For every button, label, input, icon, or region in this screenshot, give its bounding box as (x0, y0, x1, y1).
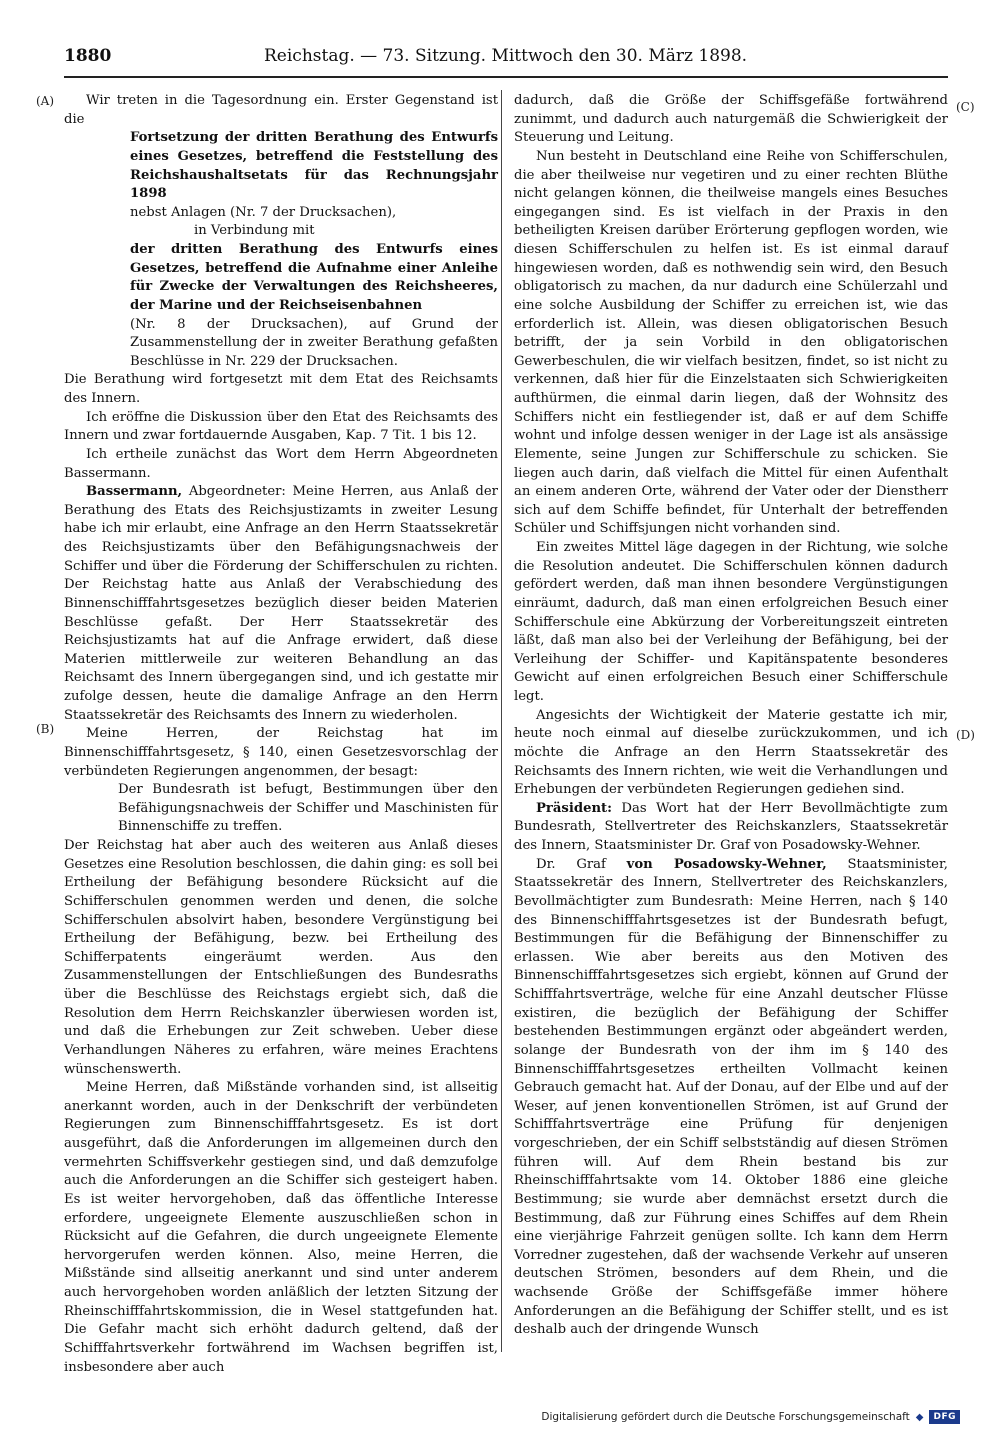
page-header (64, 46, 948, 78)
speech-paragraph (64, 483, 498, 725)
paragraph: Meine Herren, daß Mißstände vorhanden sind, ist allseitig anerkannt worden, auch in der Denkschrift der verbündeten Regierungen zum Binnenschifffahrtsgesetz. Es ist dort ausgeführt, daß die Anforderungen im allgemeinen durch den vermehrten Schiffsverkehr gestiegen sind, und daß demzufolge auch die Anforderungen an die Schiffer sich gesteigert haben. Es ist weiter hervorgehoben, daß das öffentliche Interesse erfordere, ungeeignete Elemente auszuschließen schon in Rücksicht auf die Gefahren, die durch ungeeignete Elemente hervorgerufen werden können. Also, meine Herren, die Mißstände sind allseitig anerkannt und sind unter anderem auch hervorgehoben worden anläßlich der letzten Sitzung der Rheinschifffahrtskommission, die in Wesel stattgefunden hat. Die Gefahr macht sich erhöht dadurch geltend, daß der Schifffahrtsverkehr fortwährend im Wachsen begriffen ist, insbesondere aber auch (64, 1080, 498, 1375)
paragraph: Angesichts der Wichtigkeit der Materie gestatte ich mir, heute noch einmal auf dieselbe zurückzukommen, und ich möchte die Anfrage an den Herrn Staatssekretär des Reichsamts des Innern richten, wie weit die Verhandlungen und Erhebungen der verbündeten Regierungen gediehen sind. (514, 707, 948, 798)
paragraph: Nun besteht in Deutschland eine Reihe von Schifferschulen, die aber theilweise nur vegetiren und zu einer rechten Blüthe nicht gelangen können, die theilweise mangels eines Besuches eingegangen sind. Es ist vielfach in der Praxis in den betheiligten Kreisen darüber Erörterung gepflogen worden, wie diesen Schifferschulen zu helfen ist. Es ist einmal darauf hingewiesen worden, daß es nothwendig sein wird, den Besuch obligatorisch zu machen, da nur dadurch eine Schülerzahl und eine solche Ausbildung der Schiffer zu erreichen ist, wie das erforderlich ist. Allein, was diesen obligatorischen Besuch betrifft, der ja sein Vorbild in den obligatorischen Gewerbeschulen, die wir vielfach besitzen, findet, so ist nicht zu verkennen, daß hier für die Einzelstaaten sich Schwierigkeiten aufthürmen, die einmal darin liegen, daß der Wohnsitz des Schiffers nicht ein festliegender ist, daß er auf dem Schiffe wohnt und infolge dessen weniger in der Lage ist als ansässige Elemente, seine Jungen zur Schifferschule zu schicken. Sie liegen auch darin, daß vielfach die Mittel für einen Aufenthalt an einem anderen Orte, während der Vater oder der Dienstherr sich auf dem Schiffe befindet, für Unterhalt der betreffenden Schüler und Schiffsjungen nicht vorhanden sind. (514, 148, 948, 537)
column-divider (501, 90, 502, 1352)
paragraph: Meine Herren, der Reichstag hat im Binnenschifffahrtsgesetz, § 140, einen Gesetzesvorschlag der verbündeten Regierungen angenommen, der besagt: (64, 726, 498, 779)
speech-text: Das Wort hat der Herr Bevollmächtigte zum Bundesrath, Stellvertreter des Reichskanzlers, Staatssekretär des Innern, Staatsminister Dr. Graf von Posadowsky-Wehner. (514, 800, 948, 853)
agenda-item-title: der dritten Berathung des Entwurfs eines Gesetzes, betreffend die Aufnahme einer Anleihe für Zwecke der Verwaltungen des Reichsheeres, der Marine und der Reichseisenbahnen (130, 242, 498, 313)
agenda-item-title: Fortsetzung der dritten Berathung des Entwurfs eines Gesetzes, betreffend die Feststellung des Reichshaushaltsetats für das Rechnungsjahr 1898 (130, 130, 498, 202)
speaker-name: Präsident: (536, 800, 613, 816)
margin-marker-c: (C) (956, 100, 975, 114)
margin-marker-b: (B) (36, 722, 55, 736)
paragraph: Ich eröffne die Diskussion über den Etat des Reichsamts des Innern und zwar fortdauernde Ausgaben, Kap. 7 Tit. 1 bis 12. (64, 409, 498, 444)
paragraph: in Verbindung mit (194, 223, 315, 239)
running-title: Reichstag. — 73. Sitzung. Mittwoch den 30. März 1898. (264, 46, 748, 66)
paragraph: Der Reichstag hat aber auch des weiteren aus Anlaß dieses Gesetzes eine Resolution beschlossen, die dahin ging: es soll bei Ertheilung der Befähigung besondere Rücksicht auf die Schifferschulen genommen werden und denen, die solche Schifferschulen absolvirt haben, besondere Vergünstigung bei Ertheilung der Befähigung, bezw. bei Ertheilung des Schifferpatents eingeräumt werden. Aus den Zusammenstellungen der Entschließungen des Bundesraths über die Beschlüsse des Reichstags ergiebt sich, daß die Resolution dem Herrn Reichskanzler überwiesen worden ist, und daß die Erhebungen zur Zeit schweben. Ueber diese Verhandlungen Näheres zu erfahren, wäre meines Erachtens wünschenswerth. (64, 838, 498, 1077)
margin-marker-d: (D) (956, 728, 975, 742)
diamond-icon: ◆ (915, 1411, 924, 1423)
paragraph: dadurch, daß die Größe der Schiffsgefäße fortwährend zunimmt, und dadurch auch naturgemäß die Schwierigkeit der Steuerung und Leitung. (514, 93, 948, 146)
page-number: 1880 (64, 46, 112, 66)
footer-credit (541, 1410, 960, 1424)
speech-text: Abgeordneter: Meine Herren, aus Anlaß der Berathung des Etats des Reichsjustizamts in zweiter Lesung habe ich mir erlaubt, eine Anfrage an den Herrn Staatssekretär des Reichsjustizamts über den Befähigungsnachweis der Schiffer und über die Förderung der Schifferschulen zu richten. Der Reichstag hatte aus Anlaß der Verabschiedung des Binnenschifffahrtsgesetzes bezüglich dieser beiden Materien Beschlüsse gefaßt. Der Herr Staatssekretär des Reichsjustizamts hat auf die Anfrage erwidert, daß diese Materien mittlerweile zur weiteren Behandlung an das Reichsamt des Innern übergegangen sind, und ich gestatte mir zufolge dessen, heute die damalige Anfrage an den Herrn Staatssekretär des Reichsamts des Innern zu wiederholen. (64, 484, 498, 723)
speaker-name: Bassermann, (86, 484, 183, 500)
paragraph: Ein zweites Mittel läge dagegen in der Richtung, wie solche die Resolution andeutet. Die Schifferschulen können dadurch gefördert werden, daß man ihnen besondere Vergünstigungen einräumt, dadurch, daß man einen erfolgreichen Besuch einer Schifferschule eine Abkürzung der Vorbereitungszeit eintreten läßt, daß man also bei der Verleihung der Befähigung, bei der Verleihung der Schiffer- und Kapitänspatente besonderes Gewicht auf einen erfolgreichen Besuch einer Schifferschule legt. (514, 540, 948, 704)
dfg-logo: DFG (929, 1410, 960, 1424)
quotation: Der Bundesrath ist befugt, Bestimmungen über den Befähigungsnachweis der Schiffer und Maschinisten für Binnenschiffe zu treffen. (118, 782, 498, 835)
speaker-prefix: Dr. Graf (536, 856, 627, 872)
footer-text: Digitalisierung gefördert durch die Deutsche Forschungsgemeinschaft (541, 1411, 910, 1423)
paragraph: (Nr. 8 der Drucksachen), auf Grund der Zusammenstellung der in zweiter Berathung gefaßten Beschlüsse in Nr. 229 der Drucksachen. (130, 316, 498, 369)
speech-text: Staatsminister, Staatssekretär des Innern, Stellvertreter des Reichskanzlers, Bevollmächtigter zum Bundesrath: Meine Herren, nach § 140 des Binnenschifffahrtsgesetzes ist der Bundesrath befugt, Bestimmungen für die Befähigung der Binnenschiffer zu erlassen. Wie aber bereits aus den Motiven des Binnenschifffahrtsgesetzes sich ergiebt, können auf Grund der Schifffahrtsverträge, welche für eine Anzahl deutscher Flüsse existiren, die bezüglich der Befähigung der Schiffer bestehenden Bestimmungen ergänzt oder abgeändert werden, solange der Bundesrath von der ihm im § 140 des Binnenschifffahrtsgesetzes ertheilten Vollmacht keinen Gebrauch gemacht hat. Auf der Donau, auf der Elbe und auf der Weser, auf jenen konventionellen Strömen, ist auf Grund der Schifffahrtsverträge eine Prüfung für denjenigen vorgeschrieben, der ein Schiff selbstständig auf diesen Strömen führen will. Auf dem Rhein bestand bis zur Rheinschifffahrtsakte vom 14. Oktober 1886 eine gleiche Bestimmung; sie wurde aber demnächst ersetzt durch die Bestimmung, daß zur Führung eines Schiffes auf dem Rhein eine vierjährige Fahrzeit genügen sollte. Ich kann dem Herrn Vorredner zugestehen, daß der wachsende Verkehr auf unseren deutschen Strömen, besonders auf dem Rhein, und die wachsende Größe der Schiffsgefäße immer höhere Anforderungen an die Befähigung der Schiffer stellt, und es ist deshalb auch der dringende Wunsch (514, 856, 948, 1338)
paragraph: Die Berathung wird fortgesetzt mit dem Etat des Reichsamts des Innern. (64, 372, 498, 406)
left-column (64, 92, 498, 1377)
paragraph: nebst Anlagen (Nr. 7 der Drucksachen), (130, 204, 397, 220)
right-column (514, 92, 948, 1340)
speech-paragraph (514, 800, 948, 856)
speech-paragraph (514, 856, 948, 1340)
paragraph: Wir treten in die Tagesordnung ein. Erster Gegenstand ist die (64, 93, 498, 127)
paragraph: Ich ertheile zunächst das Wort dem Herrn Abgeordneten Bassermann. (64, 446, 498, 481)
speaker-name: von Posadowsky-Wehner, (626, 856, 827, 872)
margin-marker-a: (A) (36, 94, 55, 108)
